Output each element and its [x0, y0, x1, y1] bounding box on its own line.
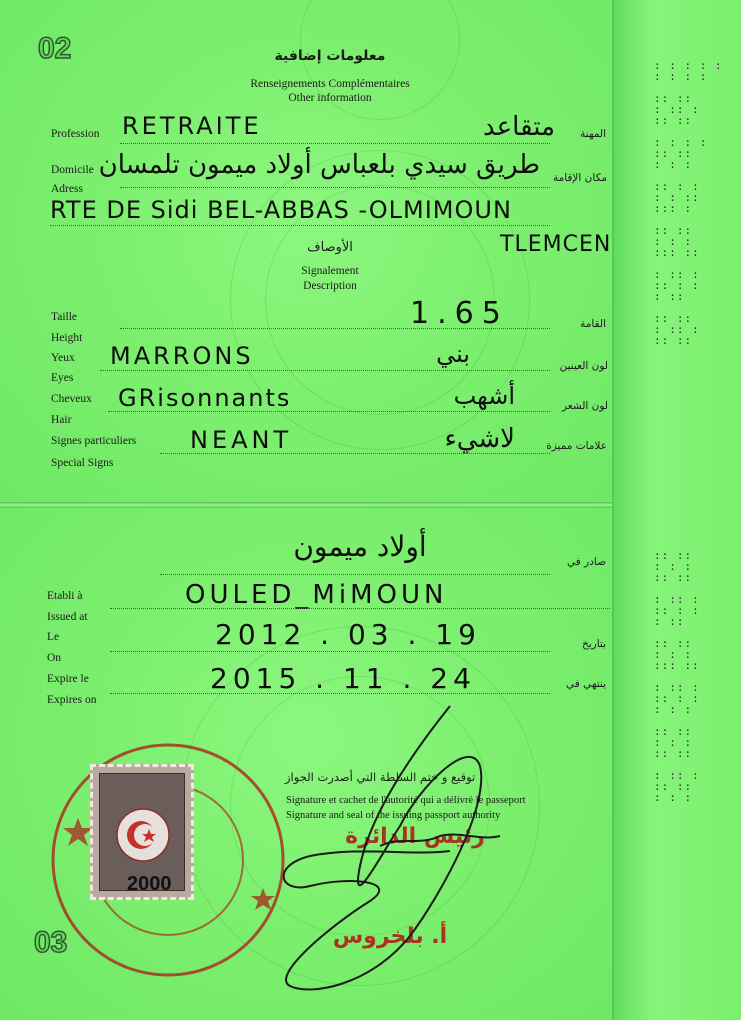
special-signs-value-ar: لاشيء	[444, 424, 515, 454]
special-signs-label-ar: علامات مميزة	[546, 440, 607, 452]
eyes-value-ar: بني	[436, 340, 470, 368]
adress-label: Adress	[51, 183, 83, 195]
field-line	[100, 370, 550, 371]
adjacent-page-edge	[612, 0, 741, 1020]
perforation-number-bottom: :: :: : : : :: :: : :: : :: : : : :: :: :: : : : ::: :: : :: : :: : : : : : :: :: : : : :: :: : :: : :: :: : : :	[654, 549, 700, 804]
field-line	[110, 608, 610, 609]
field-line	[120, 143, 550, 144]
address-value-line1: RTE DE Sidi BEL-ABBAS -OLMIMOUN	[50, 196, 512, 224]
fiscal-stamp	[90, 764, 194, 900]
field-line	[110, 651, 550, 652]
hair-value: GRisonnants	[118, 384, 292, 412]
hair-label-ar: لون الشعر	[561, 400, 608, 412]
heading-french: Renseignements Complémentaires	[250, 78, 410, 90]
field-line	[120, 187, 550, 188]
description-heading-ar: الأوصاف	[307, 240, 353, 255]
date-value: 2012 . 03 . 19	[215, 618, 481, 651]
height-label-fr: Taille	[51, 311, 78, 323]
date-label-ar: بتاريخ	[581, 638, 606, 650]
address-value-line2: TLEMCEN	[500, 232, 612, 257]
crescent-star-icon	[115, 807, 171, 863]
issued-at-value: OULED_MiMOUN	[185, 580, 448, 610]
authority-label-ar: توقيع و ختم السلطة التي أصدرت الجواز	[285, 770, 476, 784]
issued-at-label-fr: Etabli à	[47, 590, 83, 602]
perforation-number-top: : : : : : : : : : :: :: : :: : :: :: : : : : :: :: : : : :: : : : : :: ::: : :: :: : : : ::: :: : :: : :: : : : :: :: :: : :: : :: ::	[654, 59, 723, 347]
profession-value-ar: متقاعد	[482, 112, 555, 142]
height-value: 1.65	[410, 296, 509, 331]
eyes-label-ar: لون العينين	[559, 360, 608, 372]
field-line	[160, 574, 550, 575]
hair-label-en: Hair	[51, 414, 72, 426]
field-line	[108, 411, 550, 412]
special-signs-value: NEANT	[190, 426, 293, 454]
passport-page-03	[0, 506, 612, 1020]
date-label-fr: Le	[47, 631, 60, 643]
description-heading-fr: Signalement	[301, 265, 359, 277]
address-value-ar: طريق سيدي بلعباس أولاد ميمون تلمسان	[98, 150, 540, 180]
issued-at-label-ar: صادر في	[567, 556, 606, 568]
hair-value-ar: أشهب	[453, 382, 515, 410]
page-number: 03	[34, 926, 68, 959]
passport-page-02	[0, 0, 612, 504]
page-number: 02	[38, 32, 72, 65]
domicile-label: Domicile	[51, 164, 94, 176]
fiscal-stamp-value: 2000	[127, 873, 172, 895]
authority-label-fr: Signature et cachet de l'autorité qui a délivré le passeport	[286, 795, 526, 806]
description-heading-en: Description	[303, 280, 357, 292]
eyes-label-fr: Yeux	[51, 352, 75, 364]
field-line	[120, 328, 550, 329]
field-line	[160, 453, 550, 454]
field-line	[50, 225, 550, 226]
issued-at-label-en: Issued at	[47, 611, 88, 623]
profession-label: Profession	[51, 128, 100, 140]
field-line	[110, 693, 550, 694]
eyes-label-en: Eyes	[51, 372, 74, 384]
eyes-value: MARRONS	[110, 342, 254, 370]
height-label-en: Height	[51, 332, 83, 344]
special-signs-label-fr: Signes particuliers	[51, 435, 137, 447]
expires-label-en: Expires on	[47, 694, 97, 706]
hair-label-fr: Cheveux	[51, 393, 92, 405]
authority-label-en: Signature and seal of the issuing passport authority	[286, 810, 501, 821]
issued-at-value-ar: أولاد ميمون	[293, 530, 427, 563]
height-label-ar: القامة	[580, 318, 606, 330]
heading-english: Other information	[288, 92, 372, 104]
expires-label-fr: Expire le	[47, 673, 89, 685]
stamp-name: أ. بلخروس	[332, 924, 448, 949]
stamp-title: رئيس الدائرة	[345, 824, 485, 849]
address-label-ar: مكان الإقامة	[552, 172, 607, 184]
expiry-value: 2015 . 11 . 24	[210, 662, 476, 695]
date-label-en: On	[47, 652, 62, 664]
special-signs-label-en: Special Signs	[51, 457, 114, 469]
profession-value: RETRAITE	[122, 112, 262, 140]
expires-label-ar: ينتهي في	[566, 678, 606, 690]
profession-label-ar: المهنة	[580, 128, 606, 140]
handwritten-signature	[250, 696, 540, 1006]
heading-arabic: معلومات إضافية	[274, 48, 386, 64]
